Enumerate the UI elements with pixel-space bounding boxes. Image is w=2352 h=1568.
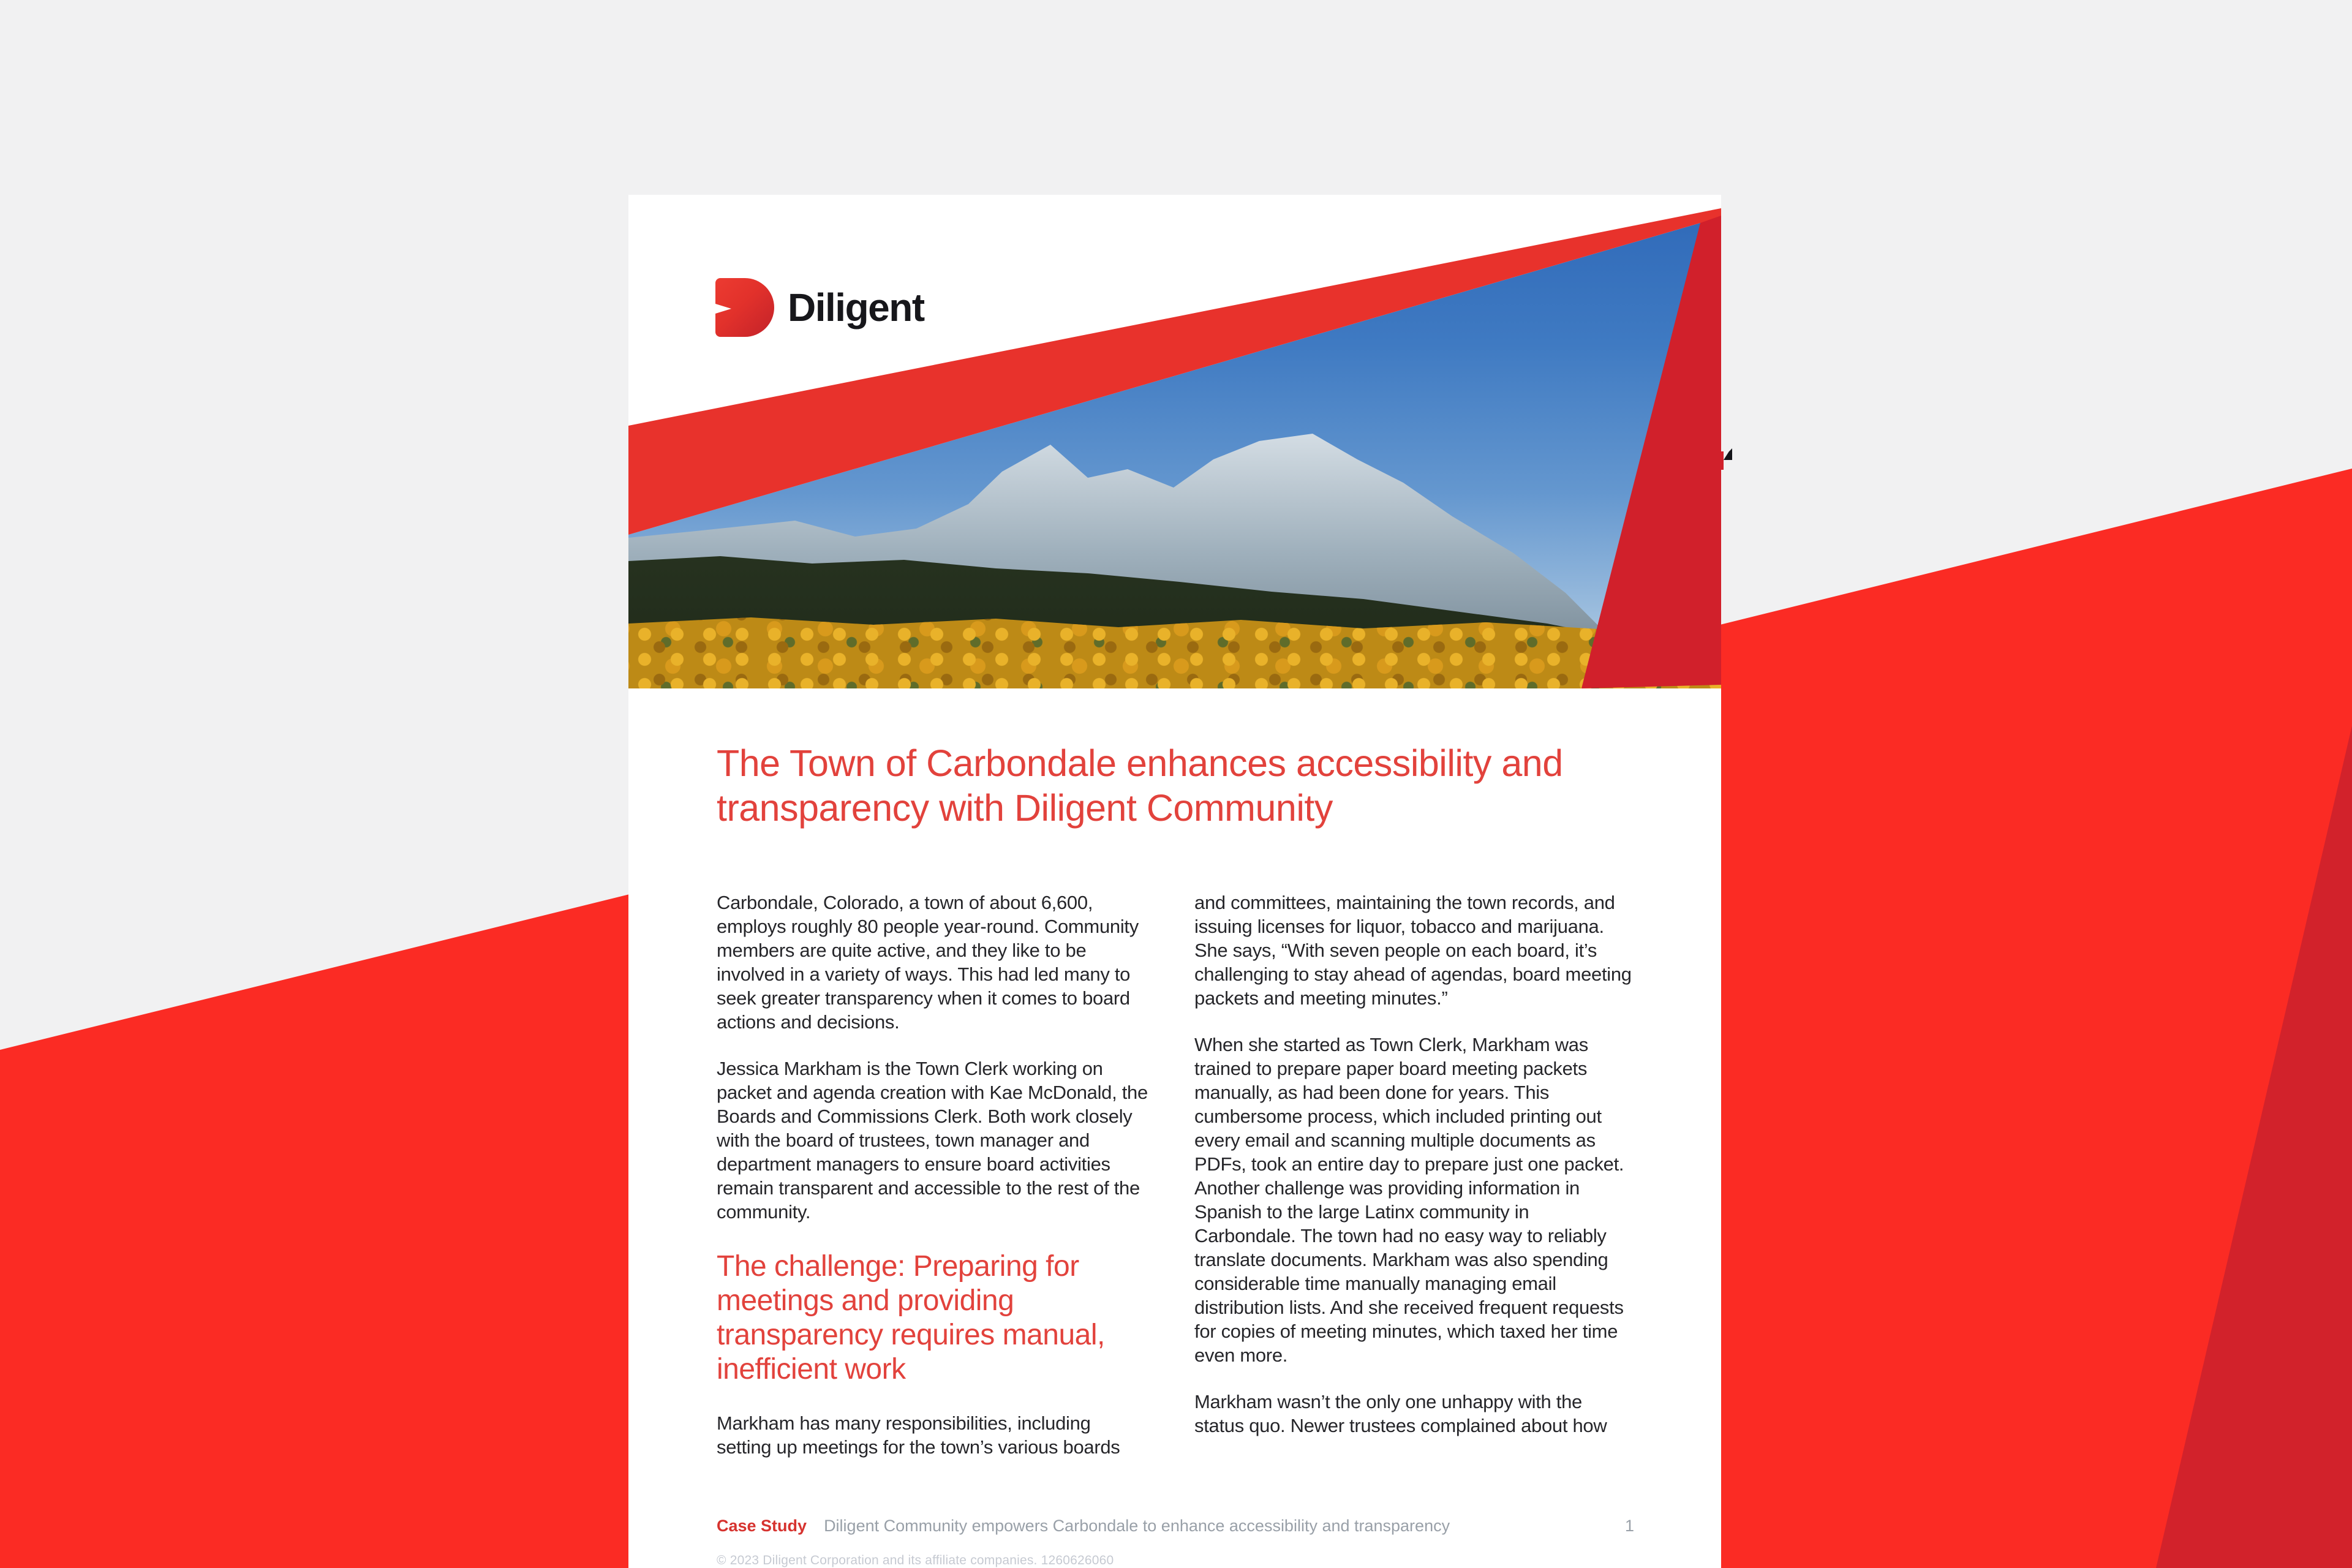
article-title: The Town of Carbondale enhances accessibility and transparency with Diligent Community — [717, 742, 1563, 829]
body-paragraph: and committees, maintaining the town records, and issuing licenses for liquor, tobacco and marijuana. She says, “With seven people on each board, it’s challenging to stay ahead of agendas, board meeting packets and meeting minutes.” — [1194, 892, 1632, 1009]
body-paragraph: When she started as Town Clerk, Markham was trained to prepare paper board meeting packets manually, as had been done for years. This cumbersome process, which included printing out every email and scanning multiple documents as PDFs, took an entire day to prepare just one packet. Another challenge was providing information in Spanish to the large Latinx community in Carbondale. The town had no easy way to reliably translate documents. Markham was also spending considerable time manually managing email distribution lists. And she received frequent requests for copies of meeting minutes, which taxed her time even more. — [1194, 1034, 1624, 1366]
hero-banner — [628, 195, 1721, 691]
footer — [717, 1517, 1634, 1536]
body-paragraph: Carbondale, Colorado, a town of about 6,600, employs roughly 80 people year-round. Community members are quite active, and they like to be involved in a variety of ways. This had led many to seek greater transparency when it comes to board actions and decisions. — [717, 892, 1139, 1033]
background-quote-glyph — [1724, 448, 1732, 460]
document-page — [628, 195, 1721, 1568]
footer-label: Case Study — [717, 1517, 807, 1535]
body-paragraph: Markham has many responsibilities, including setting up meetings for the town’s various boards — [717, 1412, 1120, 1458]
left-column — [717, 891, 1149, 1482]
diligent-d-icon — [715, 278, 774, 337]
body-paragraph: Jessica Markham is the Town Clerk working on packet and agenda creation with Kae McDonald, the Boards and Commissions Clerk. Both work closely with the board of trustees, town manager and department managers to ensure board activities remain transparent and accessible to the rest of the community. — [717, 1058, 1148, 1223]
section-heading: The challenge: Preparing for meetings and providing transparency requires manual, inefficient work — [717, 1250, 1105, 1385]
footer-page-number: 1 — [1624, 1517, 1634, 1535]
right-column — [1194, 891, 1632, 1460]
logo-wordmark: Diligent — [788, 285, 924, 330]
footer-description: Diligent Community empowers Carbondale to enhance accessibility and transparency — [824, 1517, 1450, 1535]
body-paragraph: Markham wasn’t the only one unhappy with the status quo. Newer trustees complained about how — [1194, 1391, 1607, 1436]
diligent-logo — [715, 278, 924, 337]
copyright-line: © 2023 Diligent Corporation and its affiliate companies. 1260626060 — [717, 1553, 1114, 1567]
